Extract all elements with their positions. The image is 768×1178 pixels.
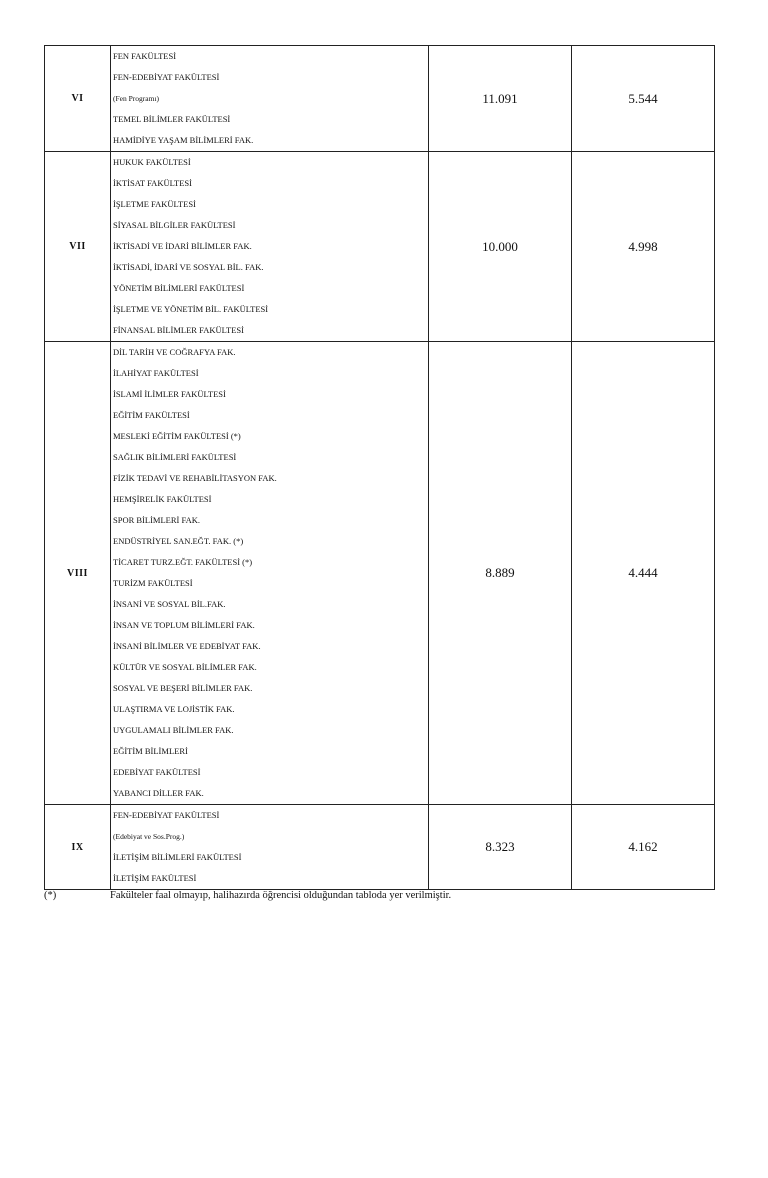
faculty-item: FEN-EDEBİYAT FAKÜLTESİ <box>113 72 220 82</box>
faculty-item: İKTİSADİ, İDARİ VE SOSYAL BİL. FAK. <box>113 262 264 272</box>
group-label: IX <box>45 805 111 890</box>
faculty-list <box>111 805 429 890</box>
faculty-coefficient-table <box>44 45 715 890</box>
faculty-item: SPOR BİLİMLERİ FAK. <box>113 515 200 525</box>
value-a-cell: 8.889 <box>429 342 572 805</box>
value-b-cell: 4.998 <box>572 152 715 342</box>
faculty-item: İSLAMİ İLİMLER FAKÜLTESİ <box>113 389 226 399</box>
value-a-cell: 10.000 <box>429 152 572 342</box>
value-b-cell: 4.444 <box>572 342 715 805</box>
faculty-item: YÖNETİM BİLİMLERİ FAKÜLTESİ <box>113 283 245 293</box>
faculty-item: SİYASAL BİLGİLER FAKÜLTESİ <box>113 220 236 230</box>
faculty-item: İLETİŞİM FAKÜLTESİ <box>113 873 197 883</box>
group-label: VIII <box>45 342 111 805</box>
faculty-item: HUKUK FAKÜLTESİ <box>113 157 191 167</box>
faculty-item: İŞLETME VE YÖNETİM BİL. FAKÜLTESİ <box>113 304 269 314</box>
faculty-item: İŞLETME FAKÜLTESİ <box>113 199 196 209</box>
faculty-item: MESLEKİ EĞİTİM FAKÜLTESİ (*) <box>113 431 241 441</box>
table-body <box>45 46 715 890</box>
value-a-cell: 8.323 <box>429 805 572 890</box>
faculty-item: İNSAN VE TOPLUM BİLİMLERİ FAK. <box>113 620 255 630</box>
value-b-cell: 4.162 <box>572 805 715 890</box>
faculty-item: HEMŞİRELİK FAKÜLTESİ <box>113 494 212 504</box>
footnote-mark: (*) <box>44 890 57 901</box>
footnote <box>44 889 724 903</box>
faculty-list <box>111 342 429 805</box>
faculty-item: FİZİK TEDAVİ VE REHABİLİTASYON FAK. <box>113 473 277 483</box>
faculty-item: FEN FAKÜLTESİ <box>113 51 177 61</box>
faculty-item: EĞİTİM BİLİMLERİ <box>113 746 188 756</box>
table-row <box>45 342 715 805</box>
faculty-item: UYGULAMALI BİLİMLER FAK. <box>113 725 234 735</box>
faculty-list <box>111 46 429 152</box>
faculty-item: İNSANİ VE SOSYAL BİL.FAK. <box>113 599 226 609</box>
faculty-list <box>111 152 429 342</box>
faculty-item: İLAHİYAT FAKÜLTESİ <box>113 368 199 378</box>
faculty-item: FEN-EDEBİYAT FAKÜLTESİ <box>113 810 220 820</box>
faculty-item: SAĞLIK BİLİMLERİ FAKÜLTESİ <box>113 452 237 462</box>
table-row <box>45 805 715 890</box>
faculty-item: İKTİSADİ VE İDARİ BİLİMLER FAK. <box>113 241 252 251</box>
table-row <box>45 152 715 342</box>
faculty-item: ULAŞTIRMA VE LOJİSTİK FAK. <box>113 704 235 714</box>
faculty-item: ENDÜSTRİYEL SAN.EĞT. FAK. (*) <box>113 536 244 546</box>
faculty-item: KÜLTÜR VE SOSYAL BİLİMLER FAK. <box>113 662 257 672</box>
faculty-item: FİNANSAL BİLİMLER FAKÜLTESİ <box>113 325 244 335</box>
faculty-item: EDEBİYAT FAKÜLTESİ <box>113 767 201 777</box>
faculty-item: SOSYAL VE BEŞERİ BİLİMLER FAK. <box>113 683 253 693</box>
faculty-item: DİL TARİH VE COĞRAFYA FAK. <box>113 347 236 357</box>
group-label: VI <box>45 46 111 152</box>
value-a-cell: 11.091 <box>429 46 572 152</box>
faculty-item: TURİZM FAKÜLTESİ <box>113 578 193 588</box>
faculty-item: (Edebiyat ve Sos.Prog.) <box>113 832 185 841</box>
group-label: VII <box>45 152 111 342</box>
footnote-text: Fakülteler faal olmayıp, halihazırda öğrencisi olduğundan tabloda yer verilmiştir. <box>110 890 452 901</box>
value-b-cell: 5.544 <box>572 46 715 152</box>
faculty-item: İNSANİ BİLİMLER VE EDEBİYAT FAK. <box>113 641 261 651</box>
faculty-item: İLETİŞİM BİLİMLERİ FAKÜLTESİ <box>113 852 242 862</box>
faculty-item: İKTİSAT FAKÜLTESİ <box>113 178 192 188</box>
faculty-item: EĞİTİM FAKÜLTESİ <box>113 410 190 420</box>
faculty-item: YABANCI DİLLER FAK. <box>113 788 204 798</box>
faculty-item: TİCARET TURZ.EĞT. FAKÜLTESİ (*) <box>113 557 253 567</box>
table-row <box>45 46 715 152</box>
faculty-item: HAMİDİYE YAŞAM BİLİMLERİ FAK. <box>113 135 254 145</box>
faculty-item: (Fen Programı) <box>113 94 160 103</box>
faculty-item: TEMEL BİLİMLER FAKÜLTESİ <box>113 114 231 124</box>
